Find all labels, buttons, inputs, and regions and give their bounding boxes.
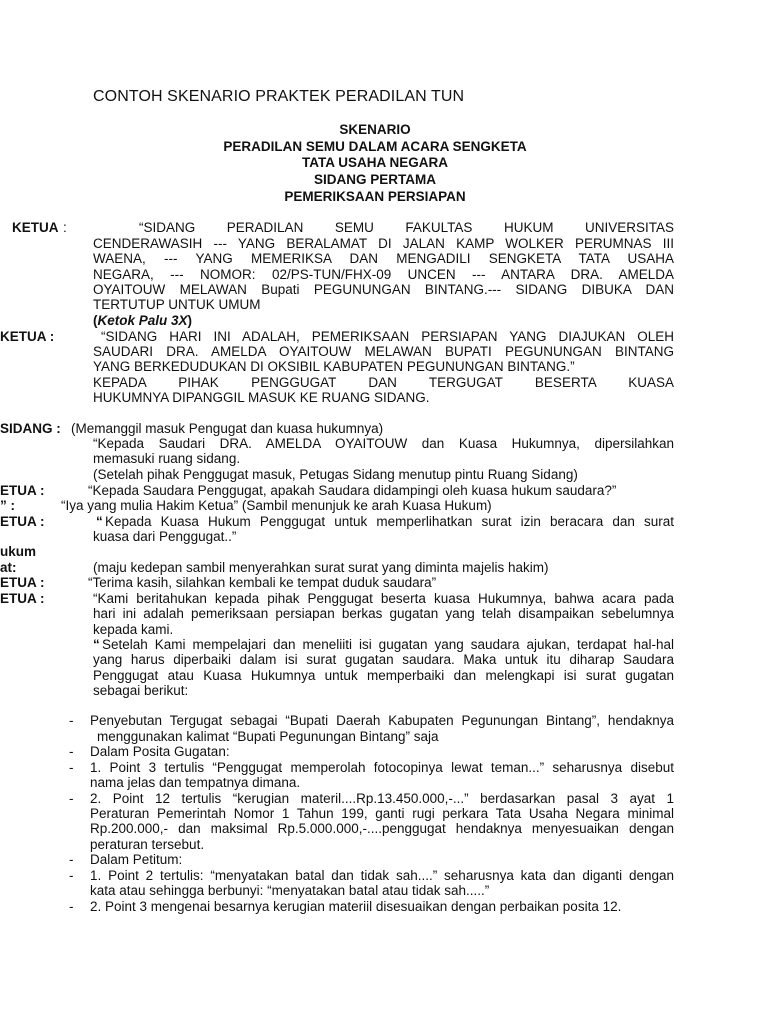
speaker-colon: :	[63, 220, 67, 235]
dialogue-line: TERTUTUP UNTUK UMUM	[93, 297, 261, 312]
dialogue-line: WAENA, --- YANG MEMERIKSA DAN MENGADILI SENGKETA TATA USAHA	[93, 251, 674, 266]
dialogue-line: OYAITOUW MELAWAN Bupati PEGUNUNGAN BINTANG.--- SIDANG DIBUKA DAN	[93, 282, 674, 297]
dialogue-line: sebagai berikut:	[93, 683, 189, 698]
document-title: CONTOH SKENARIO PRAKTEK PERADILAN TUN	[93, 88, 465, 105]
speaker-label: ETUA :	[0, 575, 45, 590]
dialogue-line: SAUDARI DRA. AMELDA OYAITOUW MELAWAN BUPATI PEGUNUNGAN BINTANG	[93, 344, 674, 359]
speaker-label: ” :	[0, 498, 15, 513]
bullet-dash: -	[69, 760, 74, 775]
speaker-label: at:	[0, 560, 17, 575]
bullet-line: 2. Point 3 mengenai besarnya kerugian materiil disesuaikan dengan perbaikan posita 12.	[90, 899, 622, 914]
speaker-label: ETUA :	[0, 514, 45, 529]
heading-peradilan-semu: PERADILAN SEMU DALAM ACARA SENGKETA	[223, 139, 527, 154]
bullet-line: nama jelas dan tempatnya dimana.	[90, 775, 301, 790]
dialogue-line: CENDERAWASIH --- YANG BERALAMAT DI JALAN KAMP WOLKER PERUMNAS III	[93, 236, 674, 251]
bullet-line: Rp.200.000,- dan maksimal Rp.5.000.000,-....penggugat hendaknya menyesuaikan dengan	[90, 821, 674, 836]
speaker-label: KETUA :	[0, 329, 55, 344]
stage-direction: (maju kedepan sambil menyerahkan surat surat yang diminta majelis hakim)	[93, 560, 549, 575]
dialogue-line: kepada kami.	[93, 622, 174, 637]
bullet-line: Dalam Petitum:	[90, 852, 183, 867]
dialogue-line: HUKUMNYA DIPANGGIL MASUK KE RUANG SIDANG.	[93, 390, 430, 405]
bullet-line: menggunakan kalimat “Bupati Pegunungan Bintang” saja	[97, 729, 439, 744]
dialogue-line: “Kami beritahukan kepada pihak Penggugat beserta kuasa Hukumnya, bahwa acara pada	[93, 591, 674, 606]
stage-direction: (Setelah pihak Penggugat masuk, Petugas Sidang menutup pintu Ruang Sidang)	[93, 467, 578, 482]
heading-sidang-pertama: SIDANG PERTAMA	[313, 172, 436, 187]
dialogue-line: Penggugat atau Kuasa Hukumnya untuk memperbaiki dan melengkapi isi surat gugatan	[93, 668, 674, 683]
dialogue-line: “Iya yang mulia Hakim Ketua” (Sambil menunjuk ke arah Kuasa Hukum)	[61, 498, 492, 513]
dialogue-line: YANG BERKEDUDUKAN DI OKSIBIL KABUPATEN PEGUNUNGAN BINTANG.”	[93, 359, 575, 374]
dialogue-line: NEGARA, --- NOMOR: 02/PS-TUN/FHX-09 UNCEN --- ANTARA DRA. AMELDA	[93, 267, 674, 282]
dialogue-line: KEPADA PIHAK PENGGUGAT DAN TERGUGAT BESERTA KUASA	[93, 375, 674, 390]
dialogue-line: Kepada Kuasa Hukum Penggugat untuk memperlihatkan surat izin beracara dan surat	[105, 514, 674, 529]
bullet-line: kata atau sehingga berbunyi: “menyatakan batal atau tidak sah.....”	[90, 883, 490, 898]
bullet-line: Peraturan Pemerintah Nomor 1 Tahun 199, ganti rugi perkara Tata Usaha Negara minimal	[90, 806, 674, 821]
bullet-dash: -	[69, 899, 74, 914]
stage-direction: (Memanggil masuk Pengugat dan kuasa hukumnya)	[71, 421, 384, 436]
dialogue-line: “SIDANG PERADILAN SEMU FAKULTAS HUKUM UNIVERSITAS	[139, 220, 674, 235]
dialogue-line: “Kepada Saudara Penggugat, apakah Saudara didampingi oleh kuasa hukum saudara?”	[88, 483, 617, 498]
bullet-dash: -	[69, 713, 74, 728]
bullet-dash: -	[69, 852, 74, 867]
heading-pemeriksaan: PEMERIKSAAN PERSIAPAN	[284, 189, 466, 204]
stage-direction: (Ketok Palu 3X)	[93, 313, 193, 328]
bullet-line: peraturan tersebut.	[90, 837, 205, 852]
speaker-label: ukum	[0, 544, 37, 559]
bullet-dash: -	[69, 744, 74, 759]
open-quote: “	[96, 514, 103, 529]
bullet-line: 2. Point 12 tertulis “kerugian materil....Rp.13.450.000,-...” berdasarkan pasal 3 ayat 1	[90, 791, 674, 806]
heading-tata-usaha: TATA USAHA NEGARA	[302, 155, 448, 170]
dialogue-line: Setelah Kami mempelajari dan meneliiti isi gugatan yang saudara ajukan, terdapat hal-hal	[102, 637, 674, 652]
dialogue-line: “Kepada Saudari DRA. AMELDA OYAITOUW dan Kuasa Hukumnya, dipersilahkan	[93, 436, 674, 451]
dialogue-line: memasuki ruang sidang.	[93, 451, 241, 466]
bullet-line: Dalam Posita Gugatan:	[90, 744, 230, 759]
dialogue-line: yang harus diperbaiki dalam isi surat gugatan saudara. Maka untuk itu diharap Saudara	[93, 652, 674, 667]
dialogue-line: hari ini adalah pemeriksaan persiapan berkas gugatan yang telah disampaikan sebelumnya	[93, 606, 674, 621]
heading-skenario: SKENARIO	[339, 122, 411, 137]
speaker-label: KETUA	[12, 220, 59, 235]
bullet-line: 1. Point 2 tertulis: “menyatakan batal dan tidak sah....” seharusnya kata dan diganti dengan	[90, 868, 674, 883]
dialogue-line: kuasa dari Penggugat..”	[93, 529, 237, 544]
speaker-label: ETUA :	[0, 483, 45, 498]
bullet-line: Penyebutan Tergugat sebagai “Bupati Daerah Kabupaten Pegunungan Bintang”, hendaknya	[90, 713, 674, 728]
dialogue-line: “SIDANG HARI INI ADALAH, PEMERIKSAAN PERSIAPAN YANG DIAJUKAN OLEH	[101, 329, 674, 344]
dialogue-line: “Terima kasih, silahkan kembali ke tempat duduk saudara”	[88, 575, 437, 590]
bullet-dash: -	[69, 791, 74, 806]
bullet-dash: -	[69, 868, 74, 883]
speaker-label: ETUA :	[0, 591, 45, 606]
open-quote: “	[93, 637, 100, 652]
speaker-label: SIDANG :	[0, 421, 61, 436]
bullet-line: 1. Point 3 tertulis “Penggugat memperolah fotocopinya lewat teman...” seharusnya disebut	[90, 760, 674, 775]
